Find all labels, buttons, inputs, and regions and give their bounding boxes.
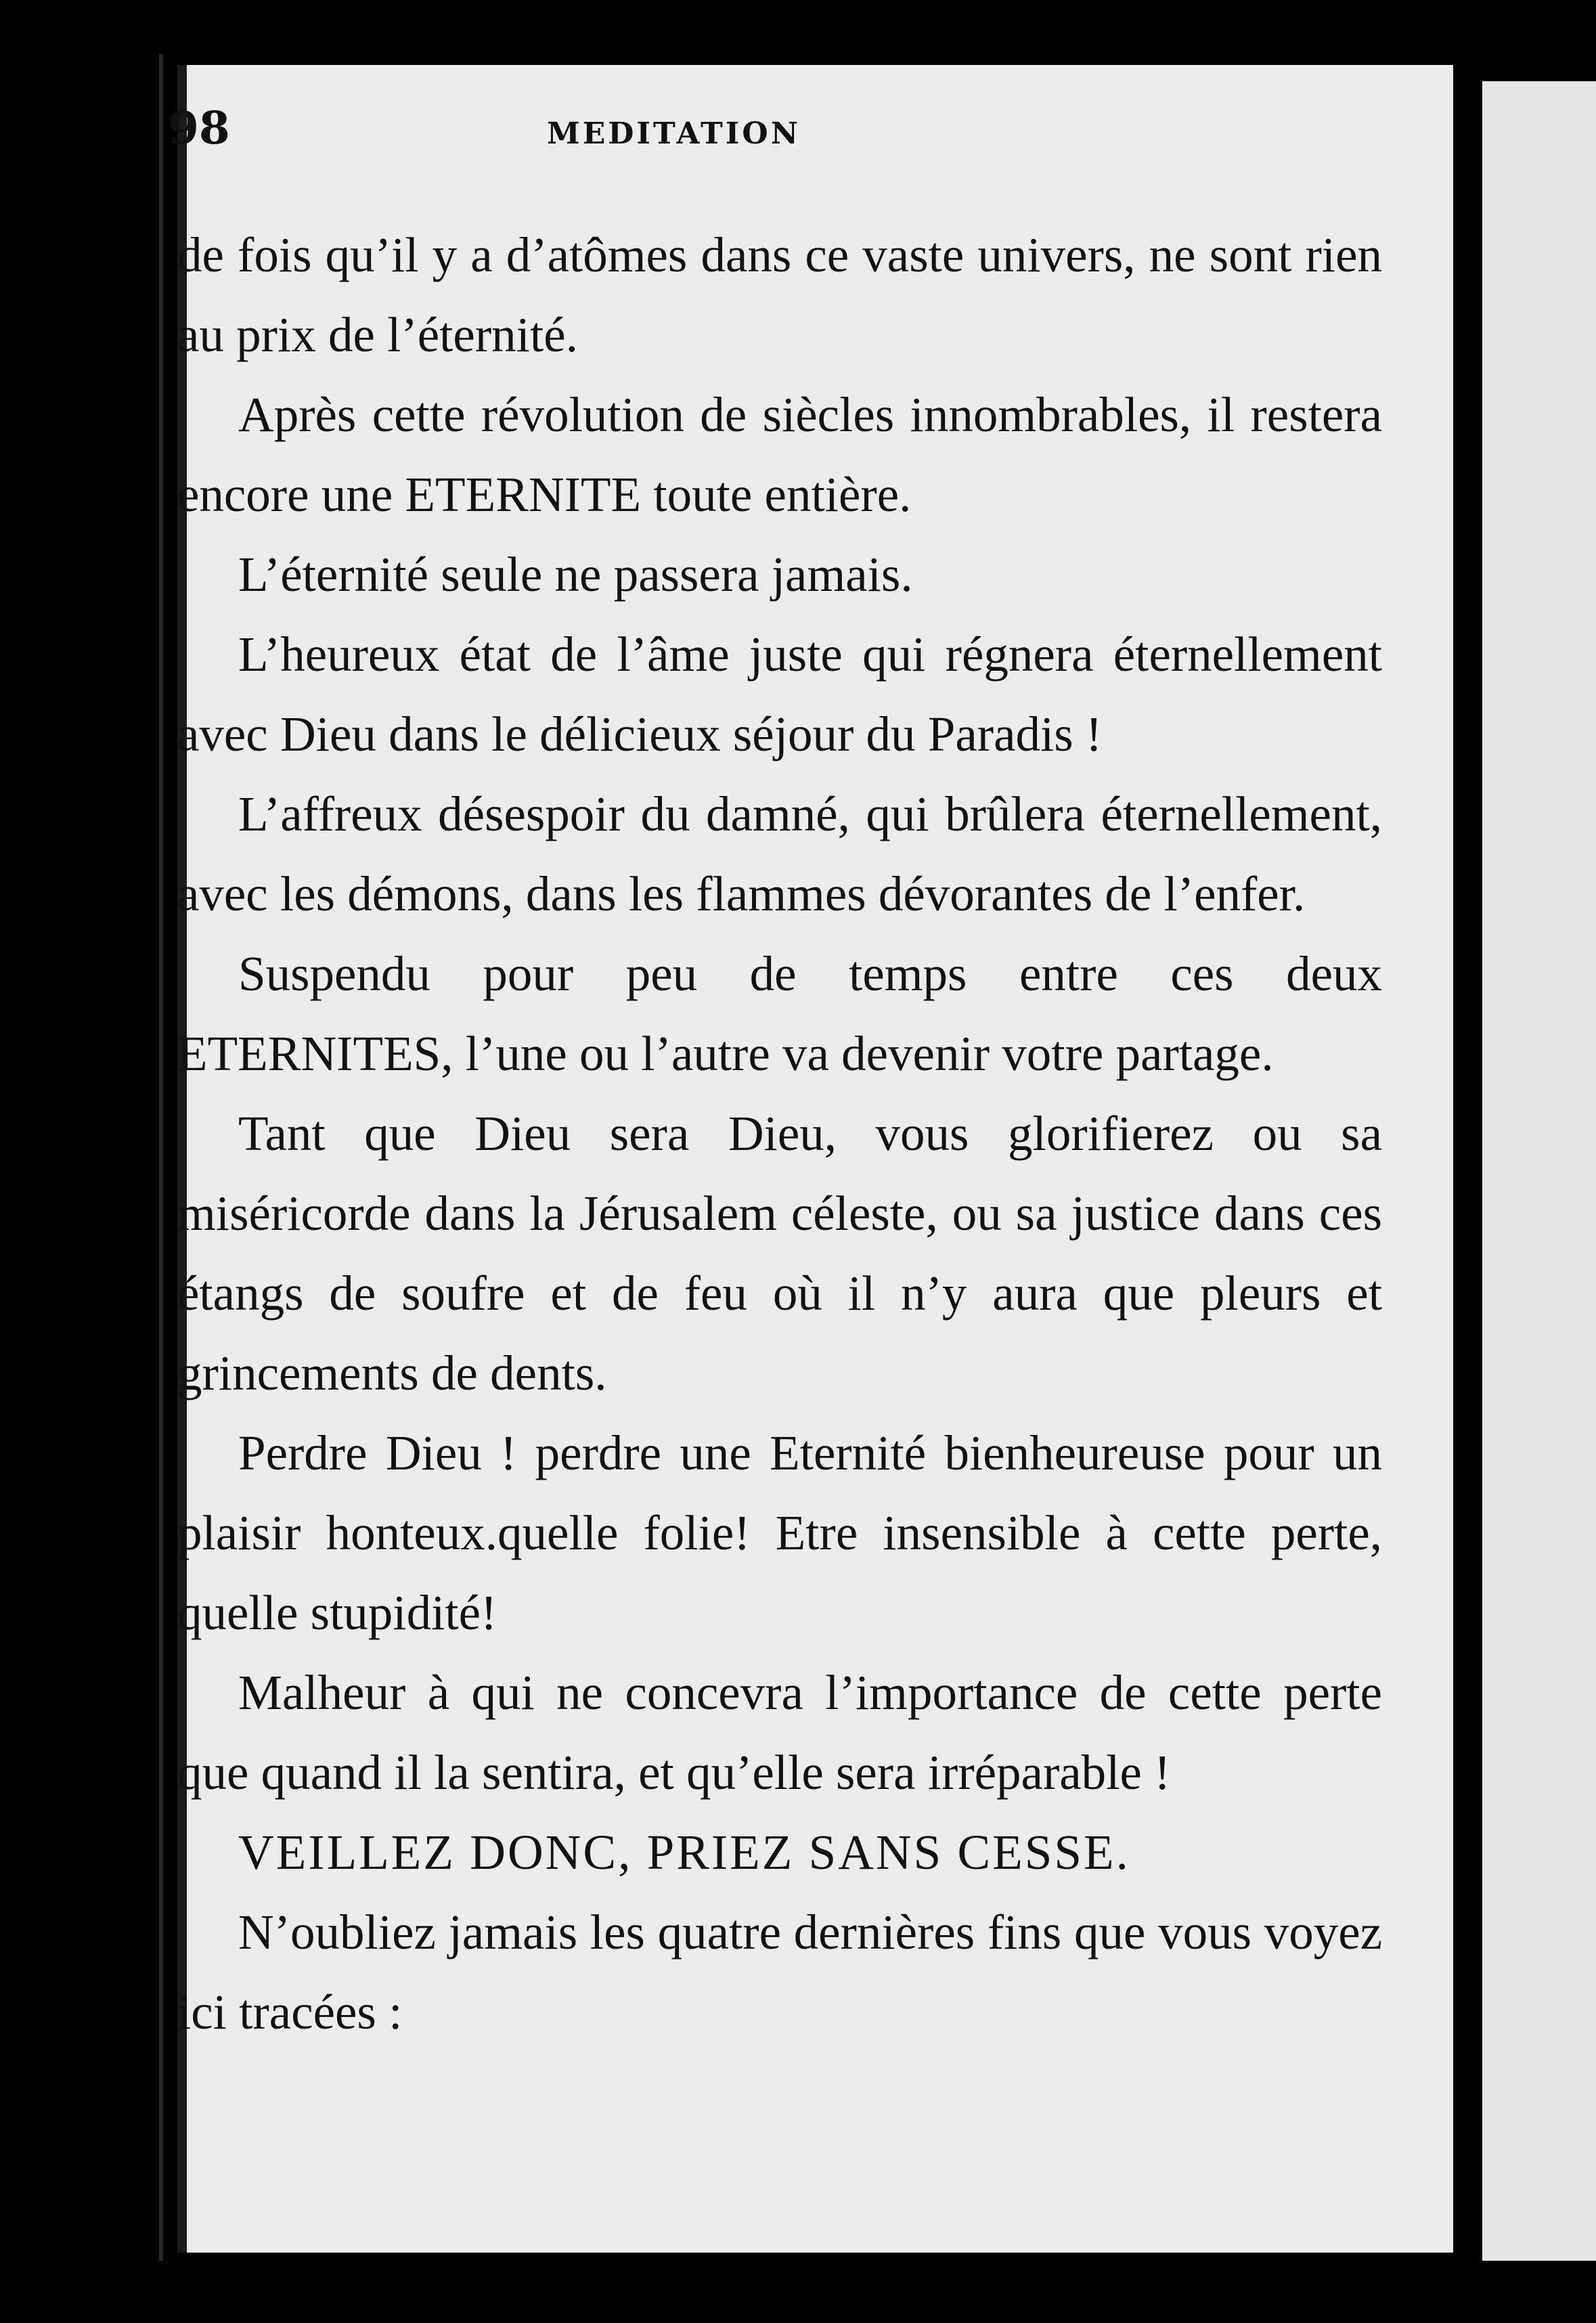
body-text [177,215,1382,2052]
running-head: MEDITATION [547,116,801,151]
exhortation-line: VEILLEZ DONC, PRIEZ SANS CESSE. [238,1825,1130,1880]
facing-page-edge [1482,81,1596,2261]
paragraph: Après cette révolution de siècles innombrables, il restera encore une ETERNITE toute entière. [177,387,1382,522]
binding-gutter [159,54,163,2261]
paragraph: Tant que Dieu sera Dieu, vous glorifierez ou sa miséricorde dans la Jérusalem céleste, ou sa justice dans ces étangs de soufre et de feu où il n’y aura que pleurs et grincements de dents. [177,1106,1382,1400]
paragraph: N’oubliez jamais les quatre dernières fins que vous voyez ici tracées : [177,1905,1382,2039]
paragraph: L’éternité seule ne passera jamais. [238,547,913,602]
paragraph: de fois qu’il y a d’atômes dans ce vaste univers, ne sont rien au prix de l’éternité. [177,227,1382,362]
paragraph: Perdre Dieu ! perdre une Eternité bienheureuse pour un plaisir honteux.quelle folie! Etre insensible à cette perte, quelle stupidité! [177,1425,1382,1640]
paragraph: L’affreux désespoir du damné, qui brûlera éternellement, avec les démons, dans les flammes dévorantes de l’enfer. [177,787,1382,921]
page-header [168,102,1237,176]
paragraph: L’heureux état de l’âme juste qui régnera éternellement avec Dieu dans le délicieux séjour du Paradis ! [177,627,1382,761]
paragraph: Suspendu pour peu de temps entre ces deux ETERNITES, l’une ou l’autre va devenir votre partage. [177,946,1382,1081]
page-number: 98 [168,102,230,154]
paragraph: Malheur à qui ne concevra l’importance de cette perte que quand il la sentira, et qu’elle sera irréparable ! [177,1665,1382,1800]
